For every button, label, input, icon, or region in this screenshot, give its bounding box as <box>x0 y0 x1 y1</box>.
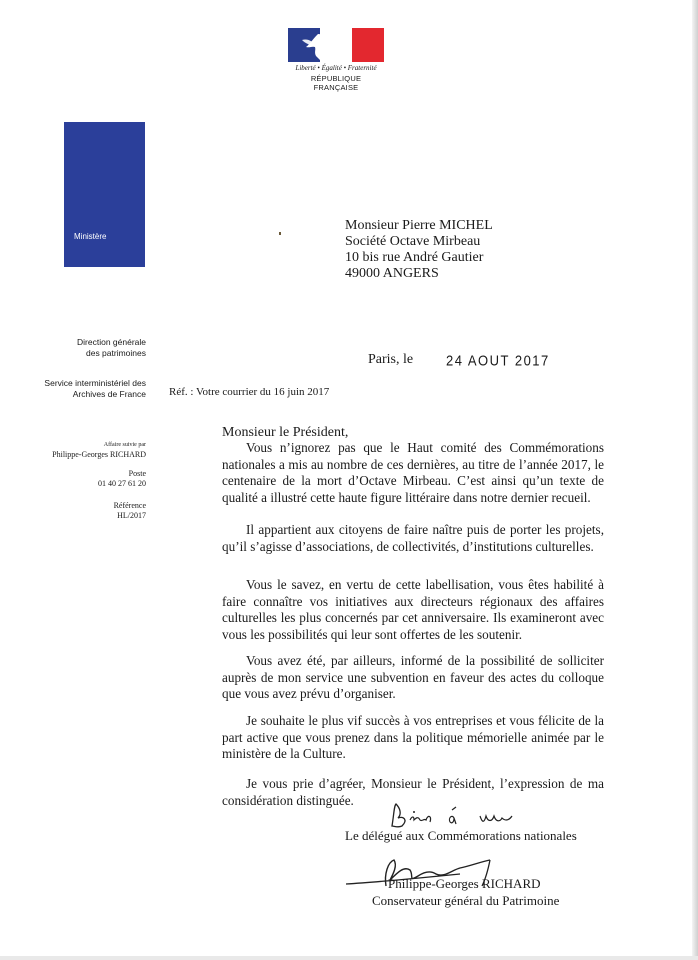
direction-block <box>77 337 146 359</box>
service-block <box>44 378 146 400</box>
body-paragraph-5: Je souhaite le plus vif succès à vos entreprises et vous félicite de la part active que vous prenez dans la politique mémorielle animée par le ministère de la Culture. <box>222 713 604 761</box>
affaire-block <box>52 440 146 460</box>
ink-mark <box>279 232 281 235</box>
direction-line-2: des patrimoines <box>85 348 146 358</box>
republic-motto: Liberté • Égalité • Fraternité <box>295 64 377 72</box>
poste-label: Poste <box>128 469 146 478</box>
reference-label: Référence <box>113 501 146 510</box>
republique-francaise-logo <box>288 28 388 92</box>
reference-block <box>114 501 146 521</box>
service-line-2: Archives de France <box>72 389 146 399</box>
body-paragraph-1: Vous n’ignorez pas que le Haut comité des Commémorations nationales a mis au nombre de ces dernières, au titre de l’année 2017, le centenaire de la mort d’Octave Mirbeau. C’est ainsi qu’un texte de qualité a illustré cette haute figure littéraire dans notre dernier recueil. <box>222 440 604 505</box>
body-paragraph-6: Je vous prie d’agréer, Monsieur le Président, l’expression de ma considération distinguée. <box>222 776 604 808</box>
signatory-name: Philippe-Georges RICHARD <box>388 876 541 891</box>
tricolor-flag-icon <box>288 28 384 62</box>
poste-value: 01 40 27 61 20 <box>98 479 146 488</box>
page-edge-bottom <box>0 956 698 960</box>
date-stamp: 24 AOUT 2017 <box>446 351 550 370</box>
recipient-city: 49000 ANGERS <box>345 266 439 281</box>
ministry-line-culture: Culture <box>160 122 177 175</box>
signatory-role: Conservateur général du Patrimoine <box>372 893 560 908</box>
salutation: Monsieur le Président, <box>222 425 349 440</box>
affaire-name: Philippe-Georges RICHARD <box>52 450 146 459</box>
ministry-logo-block <box>64 122 177 267</box>
service-line-1: Service interministériel des <box>44 378 146 388</box>
recipient-street: 10 bis rue André Gautier <box>345 250 484 265</box>
marianne-profile-icon <box>298 32 342 60</box>
recipient-address <box>345 218 493 282</box>
body-paragraph-3: Vous le savez, en vertu de cette labellisation, vous êtes habilité à faire connaître vos initiatives aux directeurs régionaux des affaires culturelles les plus concernés par cet anniversaire. Ils examineront avec vous les possibilités qui leur sont offertes de les soutenir. <box>222 577 604 642</box>
republic-name: RÉPUBLIQUE FRANÇAISE <box>310 74 362 92</box>
ministry-label: Ministère <box>74 232 107 241</box>
poste-block <box>98 469 146 489</box>
reference-line: Réf. : Votre courrier du 16 juin 2017 <box>169 386 330 398</box>
recipient-name: Monsieur Pierre MICHEL <box>345 218 493 233</box>
ministry-vertical-title <box>146 122 176 235</box>
date-place: Paris, le <box>368 352 414 367</box>
direction-line-1: Direction générale <box>77 337 146 347</box>
recipient-org: Société Octave Mirbeau <box>345 234 481 249</box>
body-paragraph-4: Vous avez été, par ailleurs, informé de la possibilité de solliciter auprès de mon service une subvention en faveur des actes du colloque que vous avez prévu d’organiser. <box>222 653 604 701</box>
signatory-title: Le délégué aux Commémorations nationales <box>345 828 577 843</box>
reference-value: HL/2017 <box>117 511 146 520</box>
page-edge-shadow <box>692 0 698 960</box>
body-paragraph-2: Il appartient aux citoyens de faire naître puis de porter les projets, qu’il s’agisse d’associations, de collectivités, d’institutions culturelles. <box>222 522 604 554</box>
affaire-caption: Affaire suivie par <box>103 442 146 448</box>
ministry-line-communication: Communication <box>145 122 162 236</box>
